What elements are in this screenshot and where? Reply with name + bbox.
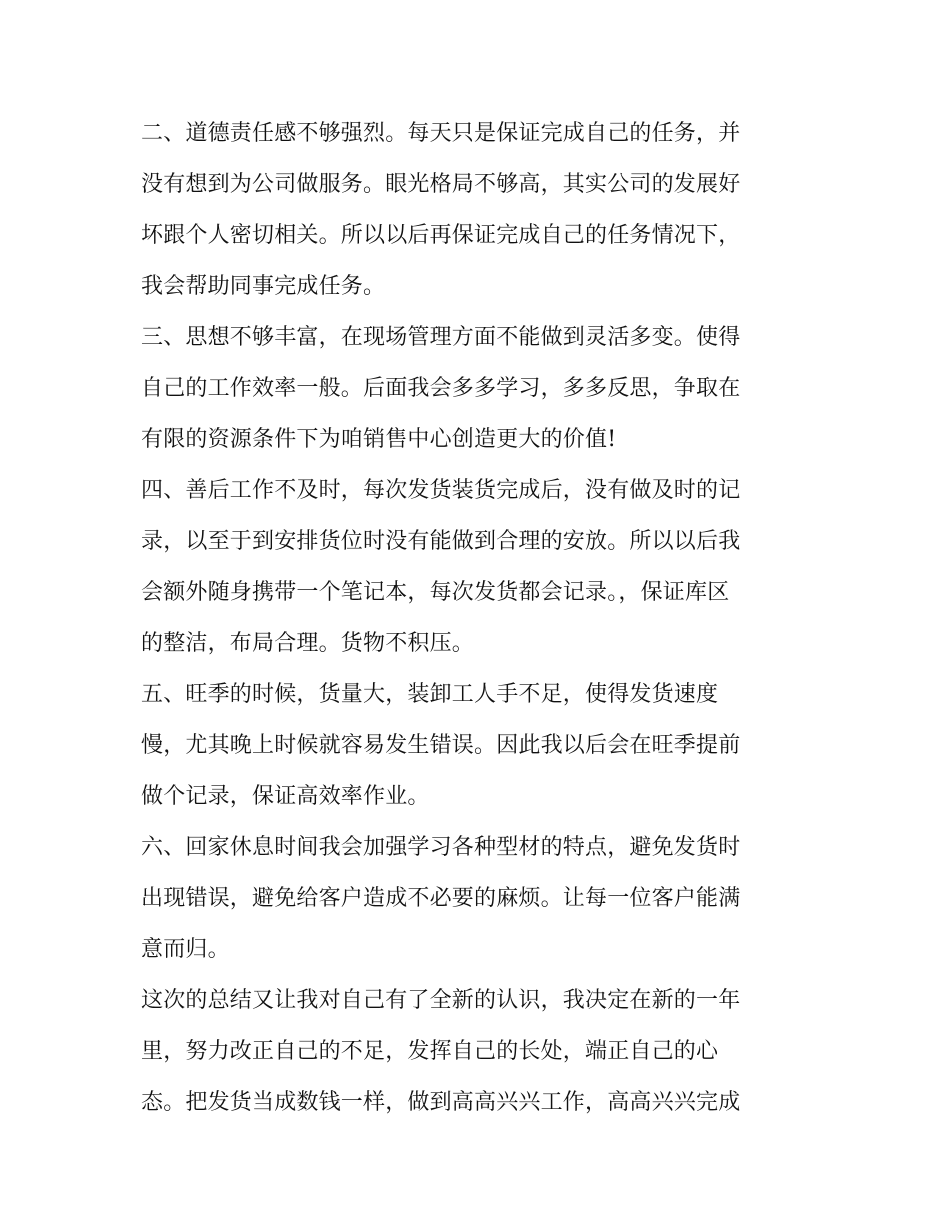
- text-line: 的整洁，布局合理。货物不积压。: [141, 631, 475, 656]
- text-line: 有限的资源条件下为咱销售中心创造更大的价值!: [141, 427, 617, 452]
- text-line: 里，努力改正自己的不足，发挥自己的长处，端正自己的心: [141, 1039, 719, 1064]
- text-line: 态。把发货当成数钱一样，做到高高兴兴工作，高高兴兴完成: [141, 1090, 741, 1115]
- text-line: 会额外随身携带一个笔记本，每次发货都会记录。，保证库区: [141, 580, 730, 605]
- text-line: 五、旺季的时候，货量大，装卸工人手不足，使得发货速度: [141, 682, 719, 707]
- text-line: 做个记录，保证高效率作业。: [141, 784, 430, 809]
- text-line: 慢，尤其晚上时候就容易发生错误。因此我以后会在旺季提前: [141, 733, 741, 758]
- text-line: 意而归。: [141, 937, 230, 962]
- text-line: 没有想到为公司做服务。眼光格局不够高，其实公司的发展好: [141, 172, 741, 197]
- text-line: 坏跟个人密切相关。所以以后再保证完成自己的任务情况下，: [141, 223, 741, 248]
- text-line: 三、思想不够丰富，在现场管理方面不能做到灵活多变。使得: [141, 325, 741, 350]
- text-line: 六、回家休息时间我会加强学习各种型材的特点，避免发货时: [141, 835, 741, 860]
- text-line: 出现错误，避免给客户造成不必要的麻烦。让每一位客户能满: [141, 886, 741, 911]
- text-line: 我会帮助同事完成任务。: [141, 274, 386, 299]
- text-line: 这次的总结又让我对自己有了全新的认识，我决定在新的一年: [141, 988, 741, 1013]
- text-line: 自己的工作效率一般。后面我会多多学习，多多反思，争取在: [141, 376, 741, 401]
- text-line: 录，以至于到安排货位时没有能做到合理的安放。所以以后我: [141, 529, 741, 554]
- text-line: 二、道德责任感不够强烈。每天只是保证完成自己的任务，并: [141, 121, 741, 146]
- text-line: 四、善后工作不及时，每次发货装货完成后，没有做及时的记: [141, 478, 741, 503]
- body-text: [141, 108, 816, 1128]
